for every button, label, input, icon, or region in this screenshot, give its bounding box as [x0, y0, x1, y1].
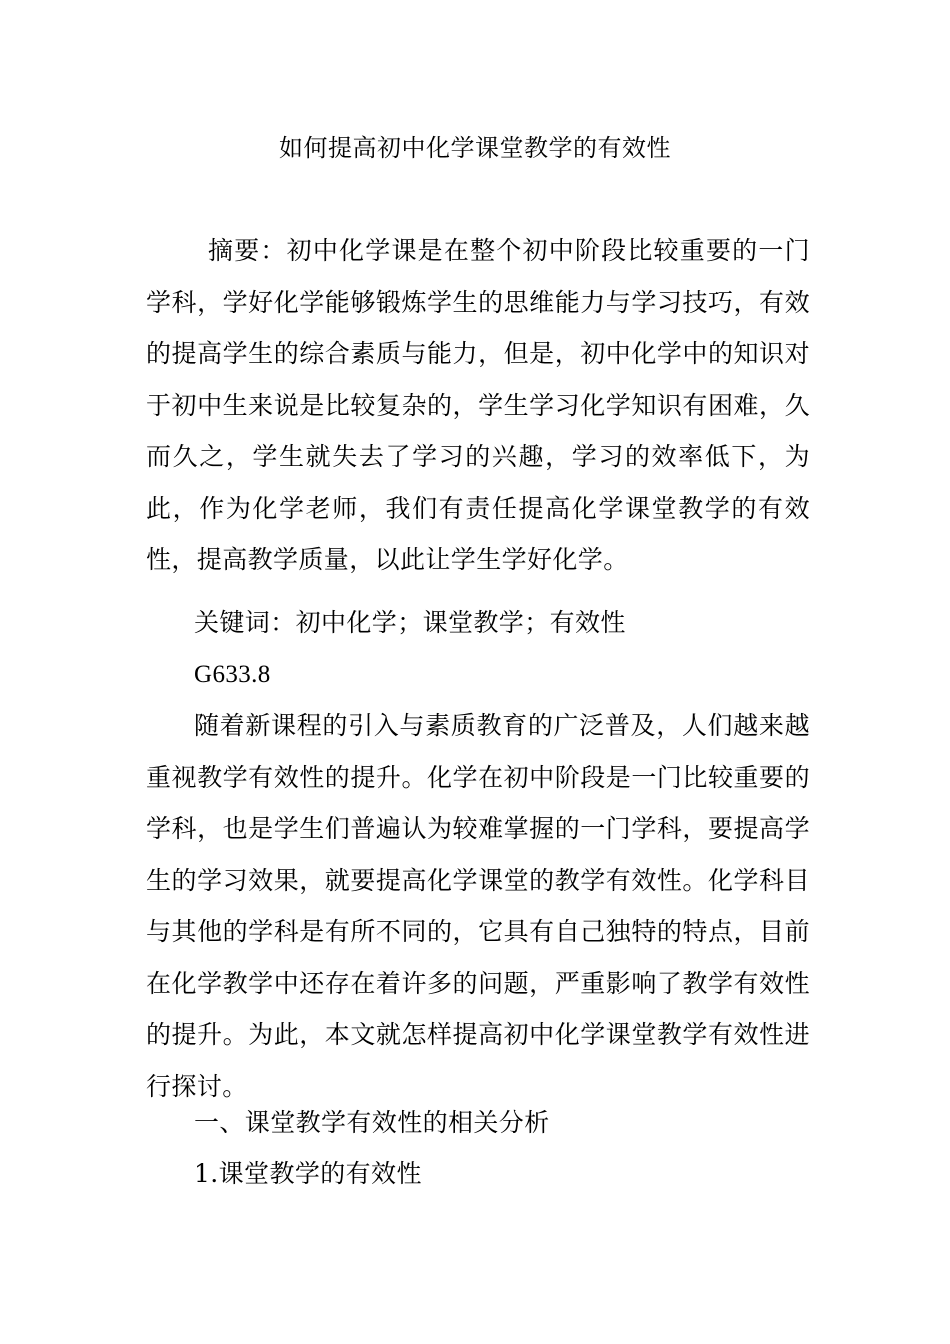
abstract-paragraph: 摘要：初中化学课是在整个初中阶段比较重要的一门学科，学好化学能够锻炼学生的思维能力与学习技巧，有效的提高学生的综合素质与能力，但是，初中化学中的知识对于初中生来说是比较复杂的，学生学习化学知识有困难，久而久之，学生就失去了学习的兴趣，学习的效率低下，为此，作为化学老师，我们有责任提高化学课堂教学的有效性，提高教学质量，以此让学生学好化学。 [146, 236, 810, 574]
section-heading: 一、课堂教学有效性的相关分析 [194, 1108, 550, 1137]
document-title: 如何提高初中化学课堂教学的有效性 [279, 134, 671, 162]
keywords-line: 关键词：初中化学；课堂教学；有效性 [194, 608, 626, 637]
intro-paragraph: 随着新课程的引入与素质教育的广泛普及，人们越来越重视教学有效性的提升。化学在初中阶段是一门比较重要的学科，也是学生们普遍认为较难掌握的一门学科，要提高学生的学习效果，就要提高化学课堂的教学有效性。化学科目与其他的学科是有所不同的，它具有自己独特的特点，目前在化学教学中还存在着许多的问题，严重影响了教学有效性的提升。为此，本文就怎样提高初中化学课堂教学有效性进行探讨。 [146, 711, 810, 1101]
classification-code: G633.8 [194, 661, 271, 688]
subsection-heading: 1.课堂教学的有效性 [194, 1159, 422, 1188]
